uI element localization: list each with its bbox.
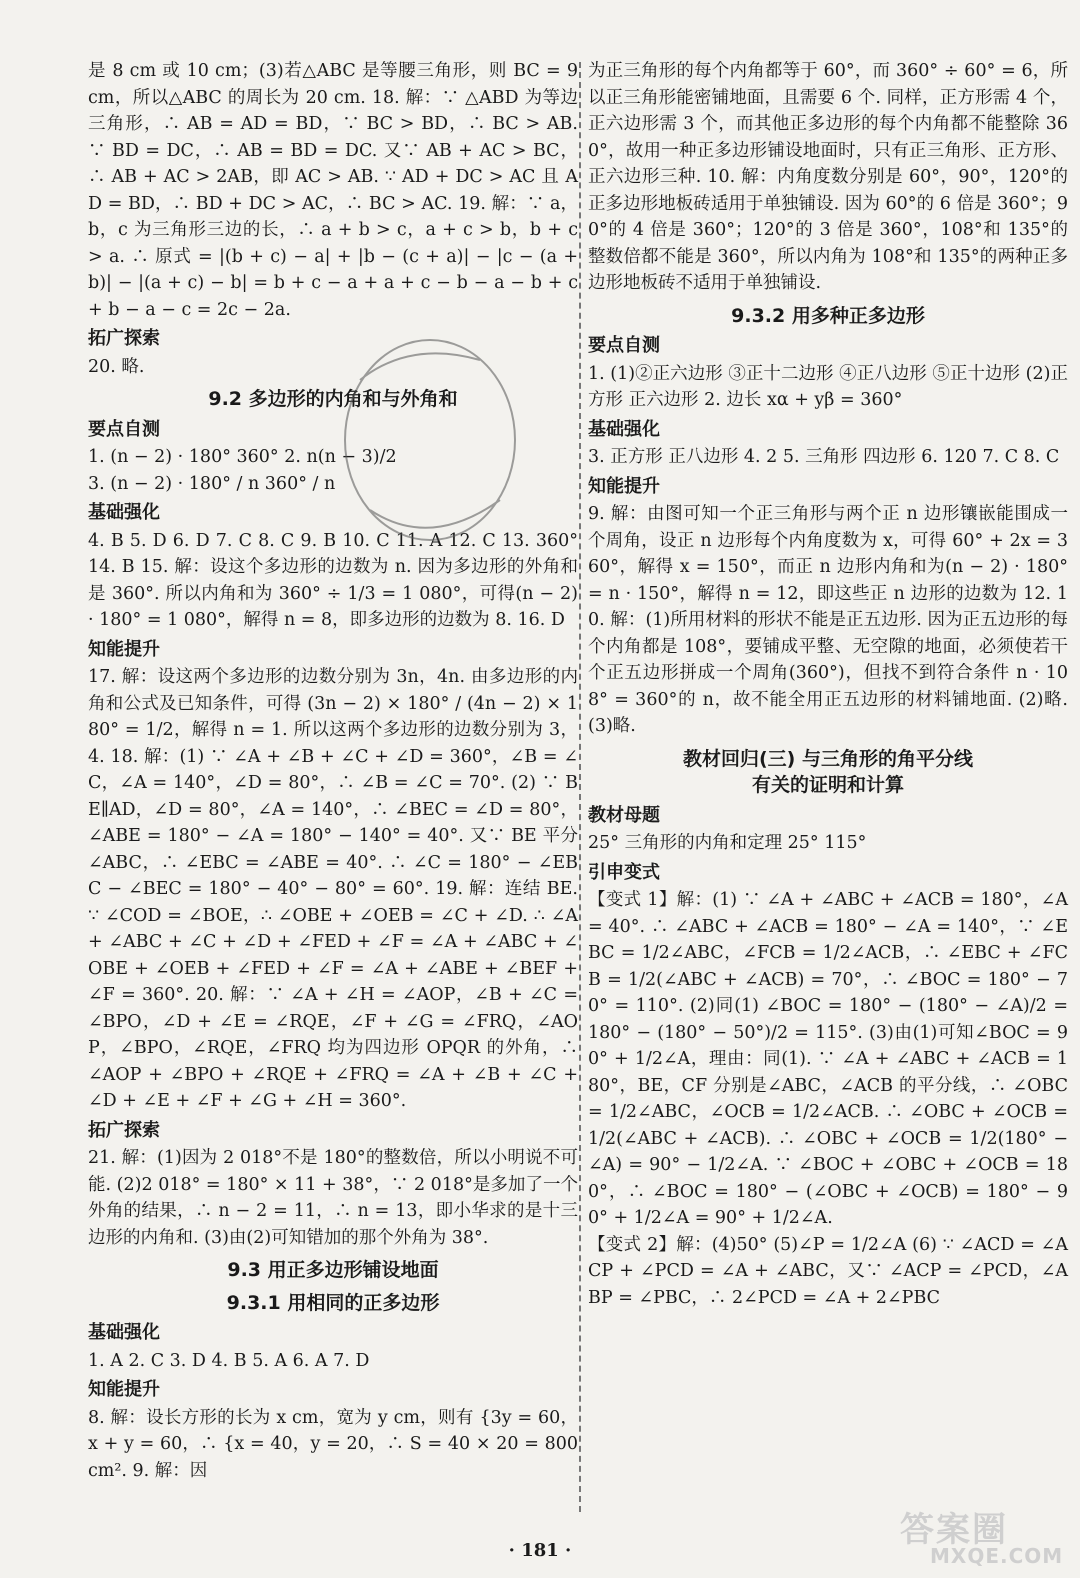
handwritten-stamp: [330, 320, 530, 550]
answer-paragraph: 是 8 cm 或 10 cm；(3)若△ABC 是等腰三角形，则 BC = 9 cm，所以△ABC 的周长为 20 cm. 18. 解：∵ △ABD 为等边三角形，∴ AB = AD = BD，∵ BC > BD，∴ BC > AB. ∵ BD = DC，∴ AB = BD = DC. 又∵ AB + AC > BC，∴ AB + AC > 2AB，即 AC > AB. ∵ AD + DC > AC 且 AD = BD，∴ BD + DC > AC，∴ BC > AC. 19. 解：∵ a，b，c 为三角形三边的长，∴ a + b > c，a + c > b，b + c > a. ∴ 原式 = |(b + c) − a| + |b − (c + a)| − |c − (a + b)| − |(a + c) − b| = b + c − a + a + c − b − a − b + c + b − a − c = 2c − 2a.: [88, 61, 578, 320]
subheading: 知能提升: [588, 475, 660, 497]
section-title: 9.3 用正多边形铺设地面: [227, 1259, 439, 1281]
watermark-text: 答案圈: [900, 1510, 1008, 1550]
answer-paragraph: 【变式 2】解：(4)50° (5)∠P = 1/2∠A (6) ∵ ∠ACD = ∠ACP + ∠PCD = ∠A + ∠ABC，又∵ ∠ACP = ∠PCD，∠ABP = ∠PBC，∴ 2∠PCD = ∠A + 2∠PBC: [588, 1234, 1068, 1308]
answer-paragraph: 1. (1)②正六边形 ③正十二边形 ④正八边形 ⑤正十边形 (2)正方形 正六边形 2. 边长 xα + yβ = 360°: [588, 363, 1068, 410]
subheading: 教材母题: [588, 804, 660, 826]
answer-paragraph: 1. A 2. C 3. D 4. B 5. A 6. A 7. D: [88, 1350, 370, 1371]
answer-paragraph: 17. 解：设这两个多边形的边数分别为 3n，4n. 由多边形的内角和公式及已知条件，可得 (3n − 2) × 180° / (4n − 2) × 180° = 1/2，解得 n = 1. 所以这两个多边形的边数分别为 3，4. 18. 解：(1) ∵ ∠A + ∠B + ∠C + ∠D = 360°，∠B = ∠C，∠A = 140°，∠D = 80°，∴ ∠B = ∠C = 70°. (2) ∵ BE∥AD，∠D = 80°，∠A = 140°，∴ ∠BEC = ∠D = 80°，∠ABE = 180° − ∠A = 180° − 140° = 40°. 又∵ BE 平分∠ABC，∴ ∠EBC = ∠ABE = 40°. ∴ ∠C = 180° − ∠EBC − ∠BEC = 180° − 40° − 80° = 60°. 19. 解：连结 BE. ∵ ∠COD = ∠BOE，∴ ∠OBE + ∠OEB = ∠C + ∠D. ∴ ∠A + ∠ABC + ∠C + ∠D + ∠FED + ∠F = ∠A + ∠ABC + ∠OBE + ∠OEB + ∠FED + ∠F = ∠A + ∠ABE + ∠BEF + ∠F = 360°. 20. 解：∵ ∠A + ∠H = ∠AOP，∠B + ∠C = ∠BPO，∠D + ∠E = ∠RQE，∠F + ∠G = ∠FRQ，∠AOP，∠BPO，∠RQE，∠FRQ 均为四边形 OPQR 的外角，∴ ∠AOP + ∠BPO + ∠RQE + ∠FRQ = ∠A + ∠B + ∠C + ∠D + ∠E + ∠F + ∠G + ∠H = 360°.: [88, 667, 578, 1111]
column-divider: [579, 62, 581, 1512]
section-title: 教材回归(三) 与三角形的角平分线: [683, 747, 973, 770]
answer-paragraph: 21. 解：(1)因为 2 018°不是 180°的整数倍，所以小明说不可能. (2)2 018° = 180° × 11 + 38°，∵ 2 018°是多加了一个外角的结果，∴ n − 2 = 11，∴ n = 13，即小华求的是十三边形的内角和. (3)由(2)可知错加的那个外角为 38°.: [88, 1148, 578, 1248]
answer-paragraph: 【变式 1】解：(1) ∵ ∠A + ∠ABC + ∠ACB = 180°，∠A = 40°. ∴ ∠ABC + ∠ACB = 180° − ∠A = 140°，∵ ∠EBC = 1/2∠ABC，∠FCB = 1/2∠ACB，∴ ∠EBC + ∠FCB = 1/2(∠ABC + ∠ACB) = 70°，∴ ∠BOC = 180° − 70° = 110°. (2)同(1) ∠BOC = 180° − (180° − ∠A)/2 = 180° − (180° − 50°)/2 = 115°. (3)由(1)可知∠BOC = 90° + 1/2∠A，理由：同(1). ∵ ∠A + ∠ABC + ∠ACB = 180°，BE，CF 分别是∠ABC，∠ACB 的平分线，∴ ∠OBC = 1/2∠ABC，∠OCB = 1/2∠ACB. ∴ ∠OBC + ∠OCB = 1/2(∠ABC + ∠ACB). ∴ ∠OBC + ∠OCB = 1/2(180° − ∠A) = 90° − 1/2∠A. ∵ ∠BOC + ∠OBC + ∠OCB = 180°，∴ ∠BOC = 180° − (∠OBC + ∠OCB) = 180° − 90° + 1/2∠A = 90° + 1/2∠A.: [588, 890, 1068, 1228]
subheading: 引申变式: [588, 861, 660, 883]
answer-paragraph: 8. 解：设长方形的长为 x cm，宽为 y cm，则有 {3y = 60，x + y = 60，∴ {x = 40，y = 20，∴ S = 40 × 20 = 800 cm². 9. 解：因: [88, 1407, 578, 1481]
section-title: 9.3.1 用相同的正多边形: [226, 1291, 440, 1314]
answer-paragraph: 1. (n − 2) · 180° 360° 2. n(n − 3)/2: [88, 447, 397, 467]
watermark-logo: [890, 1500, 1070, 1570]
answer-paragraph: 4. B 5. D 6. D 7. C 8. C 9. B 10. C 11. A 12. C 13. 360° 14. B 15. 解：设这个多边形的边数为 n. 因为多边形的外角和是 360°. 所以内角和为 360° ÷ 1/3 = 1 080°，可得(n − 2) · 180° = 1 080°，解得 n = 8，即多边形的边数为 8. 16. D: [88, 530, 578, 630]
left-column: [88, 58, 578, 1484]
subheading: 知能提升: [88, 1379, 160, 1400]
answer-paragraph: 为正三角形的每个内角都等于 60°，而 360° ÷ 60° = 6，所以正三角形能密铺地面，且需要 6 个. 同样，正方形需 4 个，正六边形需 3 个，而其他正多边形的每个内角都不能整除 360°，故用一种正多边形铺设地面时，只有正三角形、正方形、正六边形三种. 10. 解：内角度数分别是 60°，90°，120°的正多边形地板砖适用于单独铺设. 因为 60°的 6 倍是 360°；90°的 4 倍是 360°；120°的 3 倍是 360°，108°和 135°的整数倍都不能是 360°，所以内角为 108°和 135°的两种正多边形地板砖不适用于单独铺设.: [588, 61, 1068, 293]
subheading: 要点自测: [88, 418, 160, 440]
watermark-url: MXQE.COM: [930, 1544, 1064, 1568]
subheading: 基础强化: [88, 502, 160, 523]
answer-paragraph: 9. 解：由图可知一个正三角形与两个正 n 边形镶嵌能围成一个周角，设正 n 边形每个内角度数为 x，可得 60° + 2x = 360°，解得 x = 150°，而正 n 边形内角和为(n − 2) · 180° = n · 150°，解得 n = 12，即这些正 n 边形的边数为 12. 10. 解：(1)所用材料的形状不能是正五边形. 因为正五边形的每个内角都是 108°，要铺成平整、无空隙的地面，必须使若干个正五边形拼成一个周角(360°)，但找不到符合条件 n · 108° = 360°的 n，故不能全用正五边形的材料铺地面. (2)略. (3)略.: [588, 504, 1068, 736]
right-column: [588, 58, 1068, 1311]
subheading: 拓广探索: [88, 1119, 160, 1141]
subheading: 要点自测: [588, 335, 660, 356]
subheading: 基础强化: [88, 1322, 160, 1343]
subheading: 基础强化: [588, 418, 660, 440]
section-title: 有关的证明和计算: [751, 774, 904, 796]
page-number: · 181 ·: [508, 1540, 572, 1561]
answer-paragraph: 20. 略.: [88, 356, 145, 377]
answer-paragraph: 25° 三角形的内角和定理 25° 115°: [588, 833, 867, 853]
answer-paragraph: 3. (n − 2) · 180° / n 360° / n: [88, 473, 336, 494]
section-title: 9.3.2 用多种正多边形: [731, 304, 925, 327]
subheading: 知能提升: [88, 638, 160, 660]
subheading: 拓广探索: [88, 328, 160, 349]
section-title: 9.2 多边形的内角和与外角和: [208, 388, 458, 410]
answer-paragraph: 3. 正方形 正八边形 4. 2 5. 三角形 四边形 6. 120 7. C 8. C: [588, 447, 1060, 467]
